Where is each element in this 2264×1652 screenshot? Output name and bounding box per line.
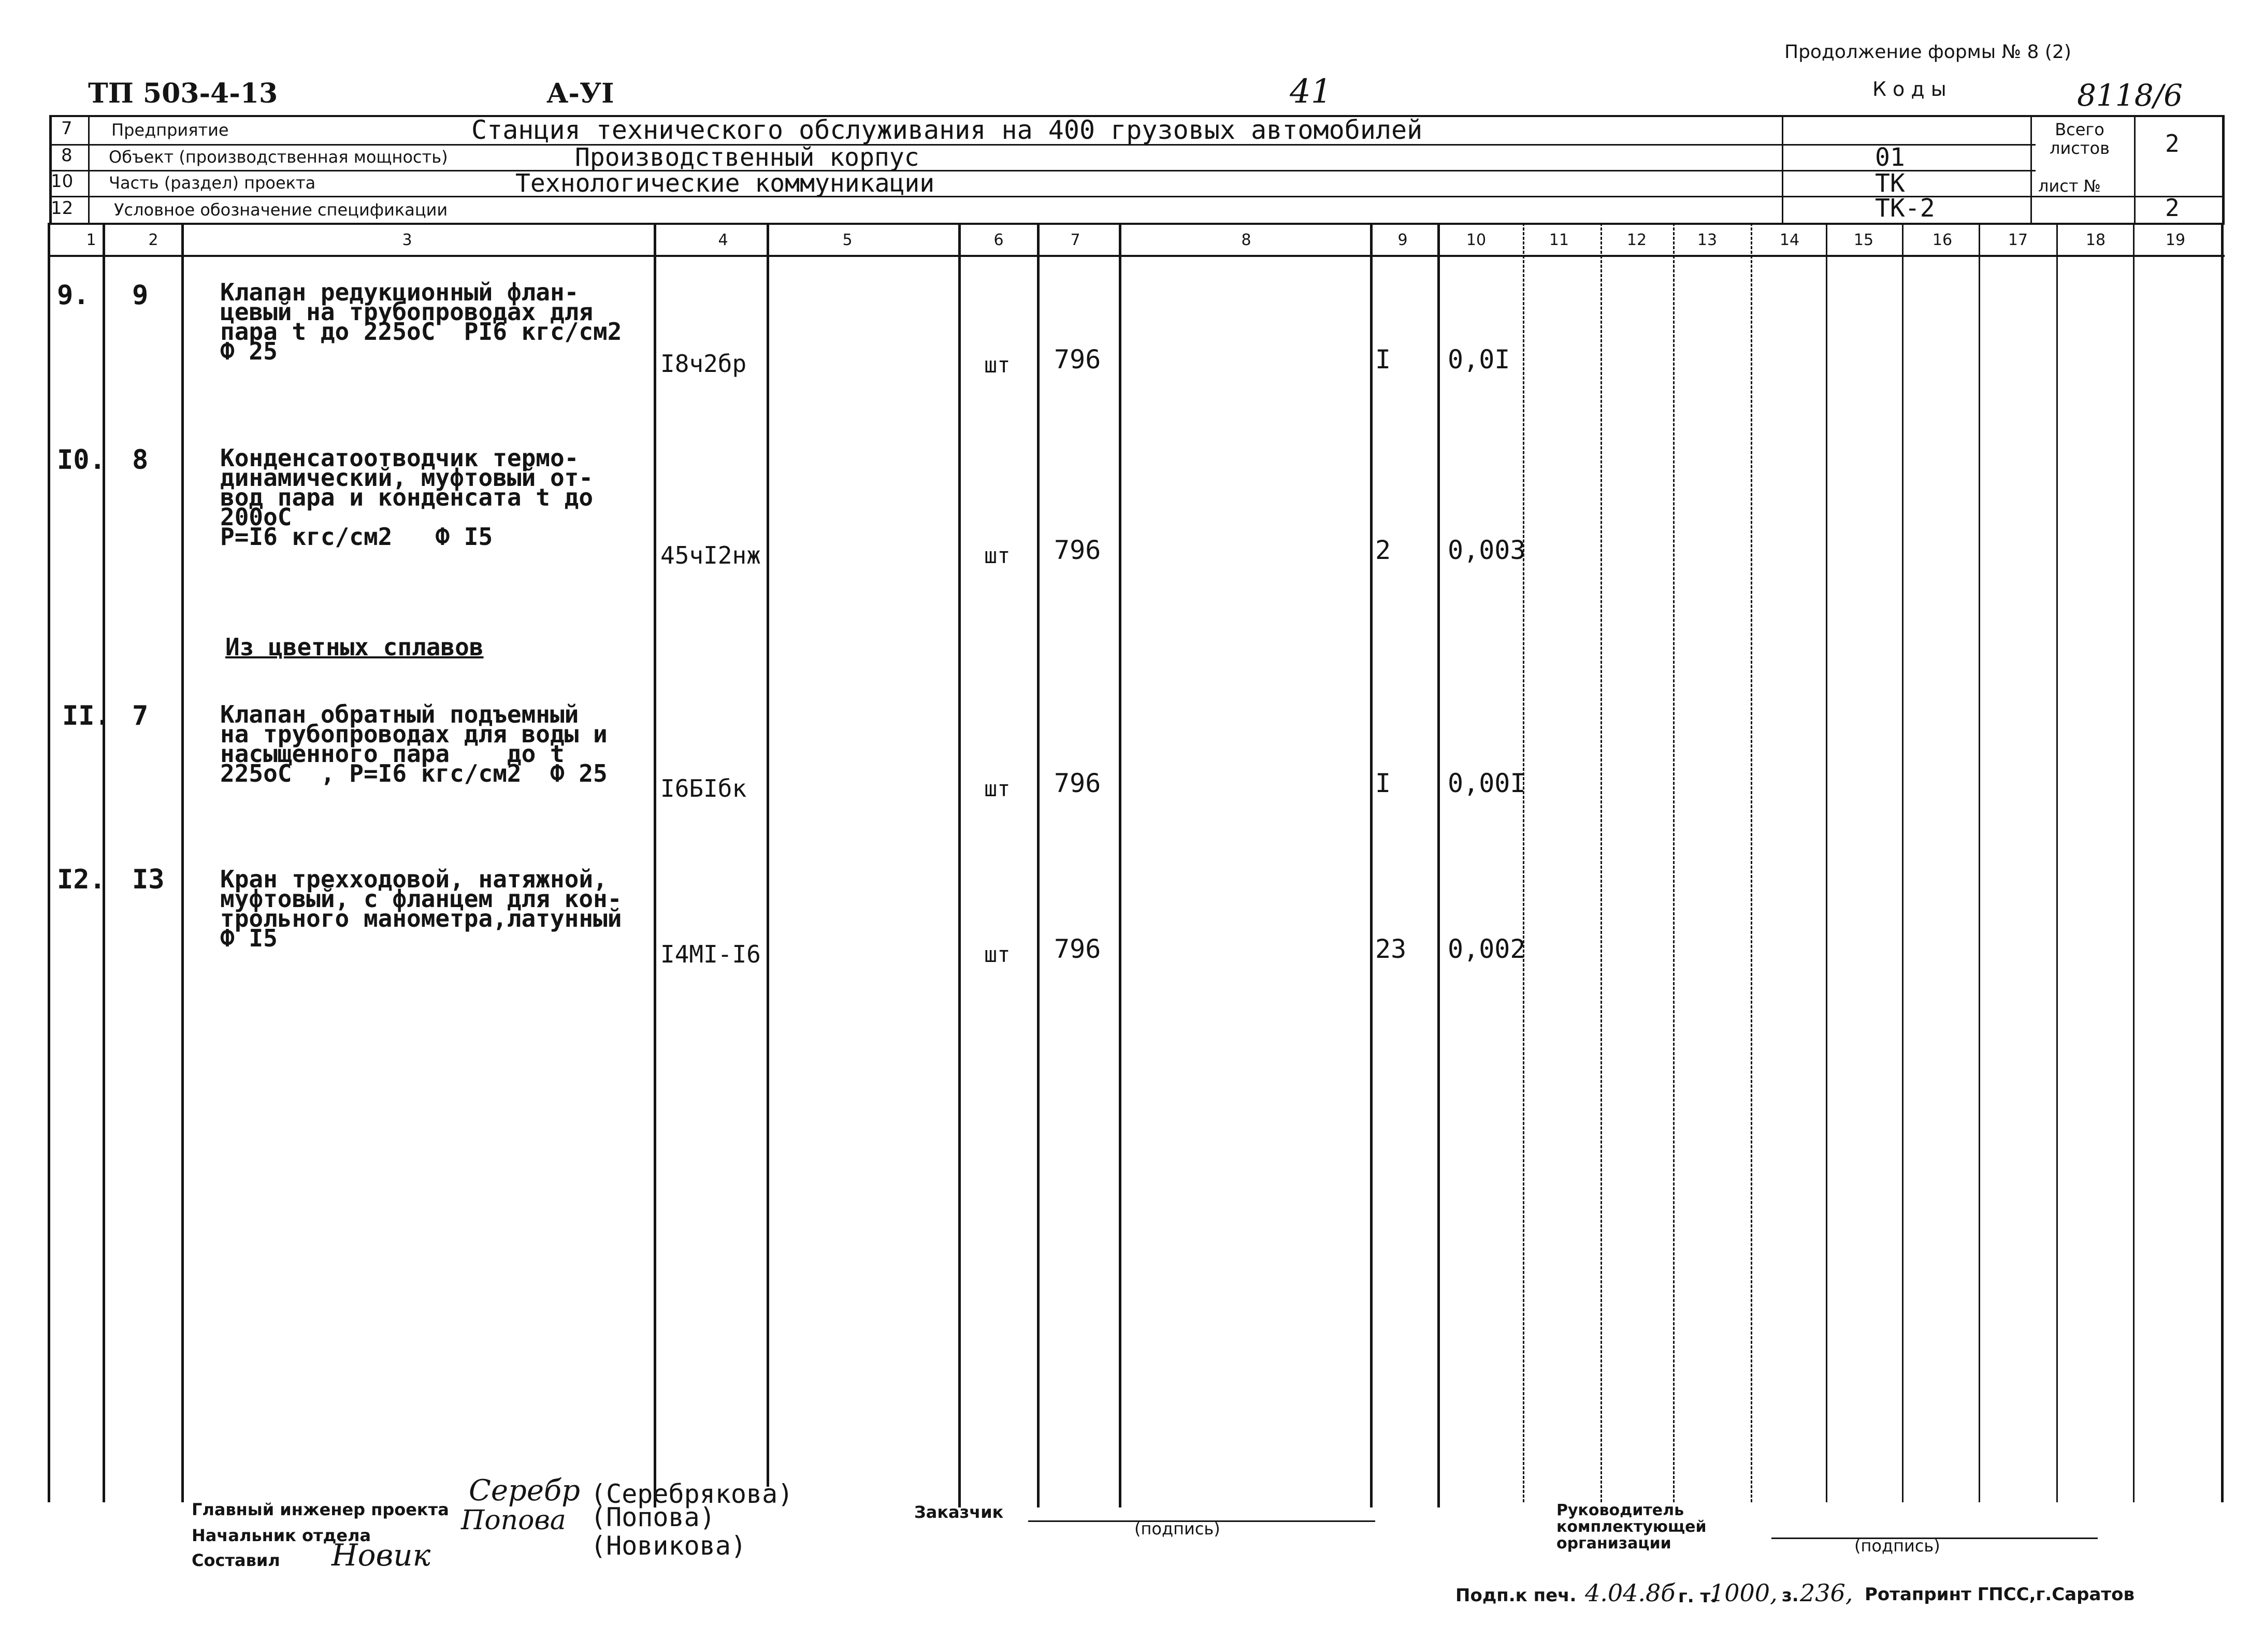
print-run-label: г. т. [1678,1586,1718,1607]
album-code: А-УI [546,78,614,109]
col-line-16 [1979,223,1980,1502]
header-row-num-10: 10 [51,171,74,192]
item-unit-code: 796 [1054,535,1101,565]
supplier-head-label-3: организации [1556,1534,1671,1553]
item-unit: шт [984,352,1011,378]
col-num-13: 13 [1697,231,1718,249]
header-row-label-enterprise: Предприятие [111,120,229,140]
item-position: I0. [57,444,106,476]
item-weight: 0,003 [1448,535,1526,565]
col-line-8 [1370,223,1373,1507]
chief-engineer-label: Главный инженер проекта [192,1500,449,1519]
col-num-11: 11 [1549,231,1569,249]
form-continuation: Продолжение формы № 8 (2) [1784,41,2071,63]
header-row-value-part: Технологические коммуникации [515,169,935,198]
item-weight: 0,00I [1448,768,1526,798]
item-reference: 7 [132,700,149,731]
item-weight: 0,0I [1448,344,1510,375]
item-reference: I3 [132,864,165,895]
chief-engineer-name: (Серебрякова) [590,1479,794,1509]
header-code-divider-right [2030,115,2032,225]
item-quantity: 23 [1375,934,1407,964]
supplier-head-label-1: Руководитель [1556,1501,1684,1519]
printer-imprint: Ротапринт ГПСС,г.Саратов [1865,1584,2135,1605]
header-row-num-8: 8 [61,145,73,166]
compiled-by-name: (Новикова) [590,1531,747,1561]
col-num-7: 7 [1070,231,1080,249]
col-line-11-dashed [1600,223,1602,1502]
department-head-label: Начальник отдела [192,1526,371,1545]
compiled-by-label: Составил [192,1550,280,1570]
item-reference: 9 [132,280,149,311]
item-mark: I8ч2бр [660,350,747,378]
sheet-number-value: 2 [2165,194,2180,222]
item-unit-code: 796 [1054,934,1101,964]
project-code: ТП 503-4-13 [88,78,278,109]
header-row-value-object: Производственный корпус [575,143,919,172]
order-label: з. [1782,1585,1799,1606]
header-row-label-spec: Условное обозначение спецификации [114,200,448,220]
header-sheets-divider [2134,115,2136,225]
col-line-5 [958,223,961,1507]
col-line-15 [1902,223,1904,1502]
col-line-0 [48,223,50,1502]
item-position: II. [62,700,111,731]
col-num-4: 4 [718,231,728,249]
header-row-code-object: 01 [1875,143,1905,172]
total-sheets-label: Всего листов [2050,120,2110,158]
header-row-label-part: Часть (раздел) проекта [109,173,316,193]
supplier-signature-caption: (подпись) [1854,1536,1940,1556]
item-unit: шт [984,543,1011,568]
col-num-8: 8 [1241,231,1251,249]
header-row-code-part: ТК [1875,169,1905,198]
col-num-2: 2 [148,231,158,249]
header-row-num-12: 12 [51,198,74,219]
col-line-18 [2133,223,2135,1502]
col-num-14: 14 [1779,231,1800,249]
print-label: Подп.к печ. [1455,1585,1577,1606]
item-unit: шт [984,942,1011,967]
col-line-6 [1037,223,1040,1507]
column-number-line [49,255,2225,257]
col-line-7 [1119,223,1121,1507]
col-num-15: 15 [1853,231,1874,249]
header-row-value-enterprise: Станция технического обслуживания на 400 грузовых автомобилей [471,115,1423,145]
header-row-line-2 [49,170,2036,171]
total-sheets-value: 2 [2165,130,2180,157]
col-num-18: 18 [2085,231,2106,249]
col-num-9: 9 [1397,231,1408,249]
col-num-1: 1 [86,231,96,249]
item-quantity: I [1375,768,1391,798]
department-head-name: (Попова) [590,1502,715,1532]
header-code-divider-left [1782,115,1783,225]
col-num-10: 10 [1466,231,1487,249]
item-mark: I4МI-I6 [660,940,761,968]
item-unit: шт [984,776,1011,801]
header-row-num-7: 7 [61,118,73,139]
col-line-13-dashed [1751,223,1752,1502]
chief-engineer-signature: Серебр [469,1474,581,1507]
col-num-3: 3 [402,231,412,249]
col-num-19: 19 [2165,231,2186,249]
col-line-4 [767,223,769,1487]
supplier-head-label-2: комплектующей [1556,1518,1707,1536]
item-quantity: 2 [1375,535,1391,565]
customer-signature-caption: (подпись) [1134,1519,1220,1539]
item-name: Кран трехходовой, натяжной, муфтовый, с фланцем для кон- трольного манометра,латунный Ф I5 [220,865,622,952]
sheet-number-label: лист № [2038,176,2101,196]
item-reference: 8 [132,444,149,476]
header-num-divider [88,115,90,225]
col-line-2 [181,223,184,1502]
col-num-6: 6 [993,231,1004,249]
col-line-1 [103,223,105,1502]
customer-label: Заказчик [914,1502,1004,1522]
col-num-5: 5 [842,231,853,249]
col-line-17 [2056,223,2058,1502]
section-heading: Из цветных сплавов [225,633,484,661]
col-line-12-dashed [1673,223,1675,1502]
col-line-9 [1437,223,1440,1507]
item-name: Клапан редукционный флан- цевый на трубопроводах для пара t до 225оС PI6 кгс/см2 Ф 25 [220,278,622,365]
col-line-3 [654,223,656,1507]
department-head-signature: Попова [461,1505,566,1536]
print-run: 1000, [1709,1579,1778,1607]
header-bottom-border [49,223,2225,225]
item-position: 9. [57,280,90,311]
order-number: 236, [1800,1579,1853,1607]
print-date: 4.04.8б [1585,1579,1676,1607]
header-row-label-object: Объект (производственная мощность) [109,147,448,167]
header-row-code-spec: ТК-2 [1875,194,1935,223]
item-name: Клапан обратный подъемный на трубопроводах для воды и насыщенного пара до t 225оС , P=I6 кгс/см2 Ф 25 [220,700,608,787]
compiled-by-signature: Новик [331,1538,431,1573]
item-quantity: I [1375,344,1391,375]
item-position: I2. [57,864,106,895]
page-number: 41 [1290,73,1332,111]
col-line-10-dashed [1523,223,1524,1502]
item-weight: 0,002 [1448,934,1526,964]
col-line-19 [2221,223,2224,1502]
document-number: 8118/6 [2077,78,2183,113]
col-num-12: 12 [1626,231,1647,249]
item-unit-code: 796 [1054,344,1101,375]
item-mark: 45чI2нж [660,541,761,569]
item-name: Конденсатоотводчик термо- динамический, муфтовый от- вод пара и конденсата t до 200оС P=I6 кгс/см2 Ф I5 [220,444,594,551]
item-unit-code: 796 [1054,768,1101,798]
col-line-14 [1826,223,1827,1502]
item-mark: I6БIбк [660,774,747,802]
header-right-border [2222,115,2225,225]
codes-label: К о д ы [1872,78,1946,100]
col-num-17: 17 [2008,231,2028,249]
col-num-16: 16 [1932,231,1953,249]
